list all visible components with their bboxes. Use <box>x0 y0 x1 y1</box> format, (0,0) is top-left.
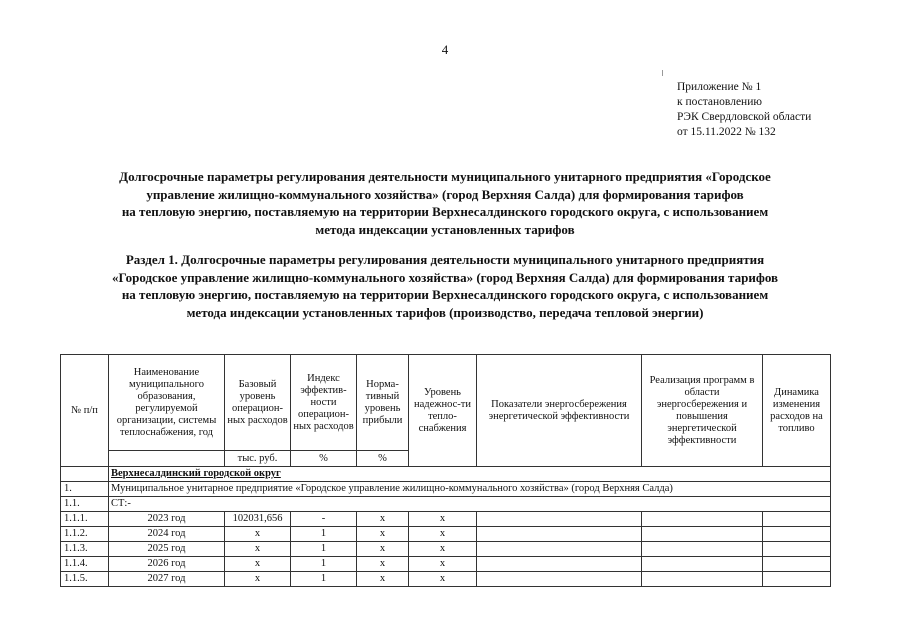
row-programs <box>642 512 763 527</box>
row-programs <box>642 572 763 587</box>
row-year: 2025 год <box>109 542 225 557</box>
unit-index: % <box>291 451 357 467</box>
header-programs: Реализация программ в области энергосбережения и повышения энергетической эффективности <box>642 355 763 467</box>
row-base: х <box>225 542 291 557</box>
row-num: 1.1.1. <box>61 512 109 527</box>
table-row <box>61 572 831 587</box>
table-row <box>61 557 831 572</box>
row-index: 1 <box>291 527 357 542</box>
page-number: 4 <box>441 42 449 57</box>
row-indicators <box>477 542 642 557</box>
row-indicators <box>477 512 642 527</box>
row-year: 2026 год <box>109 557 225 572</box>
appendix-block <box>677 80 811 140</box>
header-base: Базовый уровень операцион-ных расходов <box>225 355 291 451</box>
row-indicators <box>477 557 642 572</box>
row-programs <box>642 527 763 542</box>
org-num: 1. <box>61 482 109 497</box>
row-year: 2023 год <box>109 512 225 527</box>
row-year: 2024 год <box>109 527 225 542</box>
row-index: - <box>291 512 357 527</box>
section-line: Раздел 1. Долгосрочные параметры регулирования деятельности муниципального унитарного предприятия <box>125 252 765 267</box>
title-line: управление жилищно-коммунального хозяйства» (город Верхняя Салда) для формирования тарифов <box>146 186 744 202</box>
margin-mark <box>662 70 663 76</box>
row-base: 102031,656 <box>225 512 291 527</box>
row-base: х <box>225 557 291 572</box>
row-reliability: х <box>409 512 477 527</box>
row-programs <box>642 542 763 557</box>
row-num: 1.1.3. <box>61 542 109 557</box>
row-norm: х <box>357 512 409 527</box>
unit-base: тыс. руб. <box>225 451 291 467</box>
row-dynamics <box>763 572 831 587</box>
title-line: Долгосрочные параметры регулирования деятельности муниципального унитарного предприятия «Городское <box>119 169 771 184</box>
header-reliability: Уровень надежнос-ти тепло-снабжения <box>409 355 477 467</box>
title-line: метода индексации установленных тарифов <box>315 221 575 237</box>
table-row <box>61 542 831 557</box>
system-name: СТ:- <box>109 497 831 512</box>
row-num: 1.1.2. <box>61 527 109 542</box>
table-row <box>61 527 831 542</box>
header-index: Индекс эффектив-ности операцион-ных расходов <box>291 355 357 451</box>
row-reliability: х <box>409 572 477 587</box>
header-norm: Норма-тивный уровень прибыли <box>357 355 409 451</box>
row-reliability: х <box>409 527 477 542</box>
row-index: 1 <box>291 542 357 557</box>
row-index: 1 <box>291 572 357 587</box>
row-norm: х <box>357 542 409 557</box>
header-dynamics: Динамика изменения расходов на топливо <box>763 355 831 467</box>
document-title <box>40 168 850 238</box>
row-programs <box>642 557 763 572</box>
row-dynamics <box>763 527 831 542</box>
system-row <box>61 497 831 512</box>
section-title <box>40 251 850 321</box>
section-line: метода индексации установленных тарифов (производство, передача тепловой энергии) <box>186 304 704 320</box>
section-line: на тепловую энергию, поставляемую на территории Верхнесалдинского городского округа, с использованием <box>121 287 769 302</box>
row-dynamics <box>763 512 831 527</box>
row-dynamics <box>763 557 831 572</box>
row-norm: х <box>357 557 409 572</box>
org-row <box>61 482 831 497</box>
table-header-row <box>61 355 831 451</box>
row-index: 1 <box>291 557 357 572</box>
row-dynamics <box>763 542 831 557</box>
section-line: «Городское управление жилищно-коммунального хозяйства» (город Верхняя Салда) для формирования тарифов <box>111 269 779 285</box>
org-name: Муниципальное унитарное предприятие «Городское управление жилищно-коммунального хозяйства» (город Верхняя Салда) <box>109 482 831 497</box>
cell <box>61 467 109 482</box>
header-num: № п/п <box>61 355 109 467</box>
appendix-line: от 15.11.2022 № 132 <box>677 126 776 138</box>
header-indicators: Показатели энергосбережения энергетической эффективности <box>477 355 642 467</box>
unit-norm: % <box>357 451 409 467</box>
appendix-line: к постановлению <box>677 96 762 108</box>
row-norm: х <box>357 527 409 542</box>
units-empty <box>109 451 225 467</box>
title-line: на тепловую энергию, поставляемую на территории Верхнесалдинского городского округа, с использованием <box>121 204 769 219</box>
system-num: 1.1. <box>61 497 109 512</box>
district-row <box>61 467 831 482</box>
row-num: 1.1.4. <box>61 557 109 572</box>
row-num: 1.1.5. <box>61 572 109 587</box>
table-row <box>61 512 831 527</box>
row-reliability: х <box>409 542 477 557</box>
district-name: Верхнесалдинский городской округ <box>109 467 831 482</box>
parameters-table <box>60 354 831 587</box>
row-reliability: х <box>409 557 477 572</box>
row-year: 2027 год <box>109 572 225 587</box>
appendix-line: РЭК Свердловской области <box>677 111 812 123</box>
row-indicators <box>477 572 642 587</box>
appendix-line: Приложение № 1 <box>677 81 762 93</box>
row-base: х <box>225 527 291 542</box>
row-norm: х <box>357 572 409 587</box>
row-indicators <box>477 527 642 542</box>
header-name: Наименование муниципального образования, регулируемой организации, системы теплоснабжения, год <box>109 355 225 451</box>
row-base: х <box>225 572 291 587</box>
